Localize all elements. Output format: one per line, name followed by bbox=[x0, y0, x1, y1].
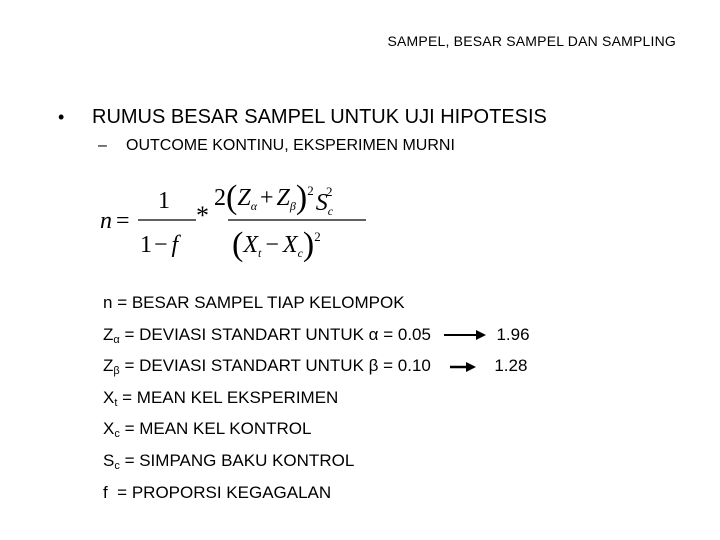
definition-symbol: $Z_\alpha$ bbox=[103, 324, 120, 346]
definition-f bbox=[103, 480, 530, 512]
definition-symbol: $S_c$ bbox=[103, 450, 120, 472]
sample-size-formula bbox=[96, 172, 376, 267]
definition-z-alpha bbox=[103, 322, 530, 354]
definition-symbol: $Z_\beta$ bbox=[103, 356, 120, 378]
definition-text: = MEAN KEL EKSPERIMEN bbox=[117, 387, 339, 407]
definitions-list bbox=[103, 290, 530, 511]
sub-bullet-text: OUTCOME KONTINU, EKSPERIMEN MURNI bbox=[126, 137, 455, 154]
formula-equals: = bbox=[116, 208, 130, 234]
definition-z-beta bbox=[103, 353, 530, 385]
formula-frac1-num: 1 bbox=[158, 188, 170, 214]
slide-header-title: SAMPEL, BESAR SAMPEL DAN SAMPLING bbox=[387, 33, 676, 49]
definition-text: = SIMPANG BAKU KONTROL bbox=[119, 450, 355, 470]
formula-frac1-den: 1− f bbox=[140, 232, 179, 258]
definition-text: = PROPORSI KEGAGALAN bbox=[107, 482, 332, 502]
definition-x-t bbox=[103, 385, 530, 417]
definition-n bbox=[103, 290, 530, 322]
bullet-marker: • bbox=[58, 107, 65, 127]
definition-symbol: $X_c$ bbox=[103, 419, 120, 441]
definition-text: = DEVIASI STANDART UNTUK β = 0.10 bbox=[119, 356, 431, 376]
definition-symbol: $X_t$ bbox=[103, 387, 118, 409]
definition-text: = DEVIASI STANDART UNTUK α = 0.05 bbox=[119, 324, 431, 344]
definition-x-c bbox=[103, 416, 530, 448]
sub-bullet-marker: – bbox=[98, 137, 107, 154]
main-bullet bbox=[58, 106, 547, 129]
arrow-right-icon bbox=[444, 329, 486, 341]
formula-graphic bbox=[96, 172, 376, 267]
z-beta-value: 1.28 bbox=[494, 356, 528, 376]
formula-n: n bbox=[100, 208, 112, 234]
formula-frac2-den: $(X_t - X_c)^2$ bbox=[232, 226, 321, 263]
definition-symbol: f bbox=[103, 482, 108, 502]
definition-text: = MEAN KEL KONTROL bbox=[119, 419, 312, 439]
formula-frac2-num: $2(Z_\alpha + Z_\beta)^2S_c2$ bbox=[214, 179, 334, 218]
main-bullet-text: RUMUS BESAR SAMPEL UNTUK UJI HIPOTESIS bbox=[92, 106, 547, 128]
z-alpha-value: 1.96 bbox=[496, 324, 530, 344]
arrow-right-icon bbox=[450, 361, 476, 373]
sub-bullet bbox=[98, 137, 455, 155]
definition-text: = BESAR SAMPEL TIAP KELOMPOK bbox=[112, 293, 405, 312]
formula-times: * bbox=[196, 201, 209, 230]
definition-s-c bbox=[103, 448, 530, 480]
definition-symbol: n bbox=[103, 293, 113, 312]
